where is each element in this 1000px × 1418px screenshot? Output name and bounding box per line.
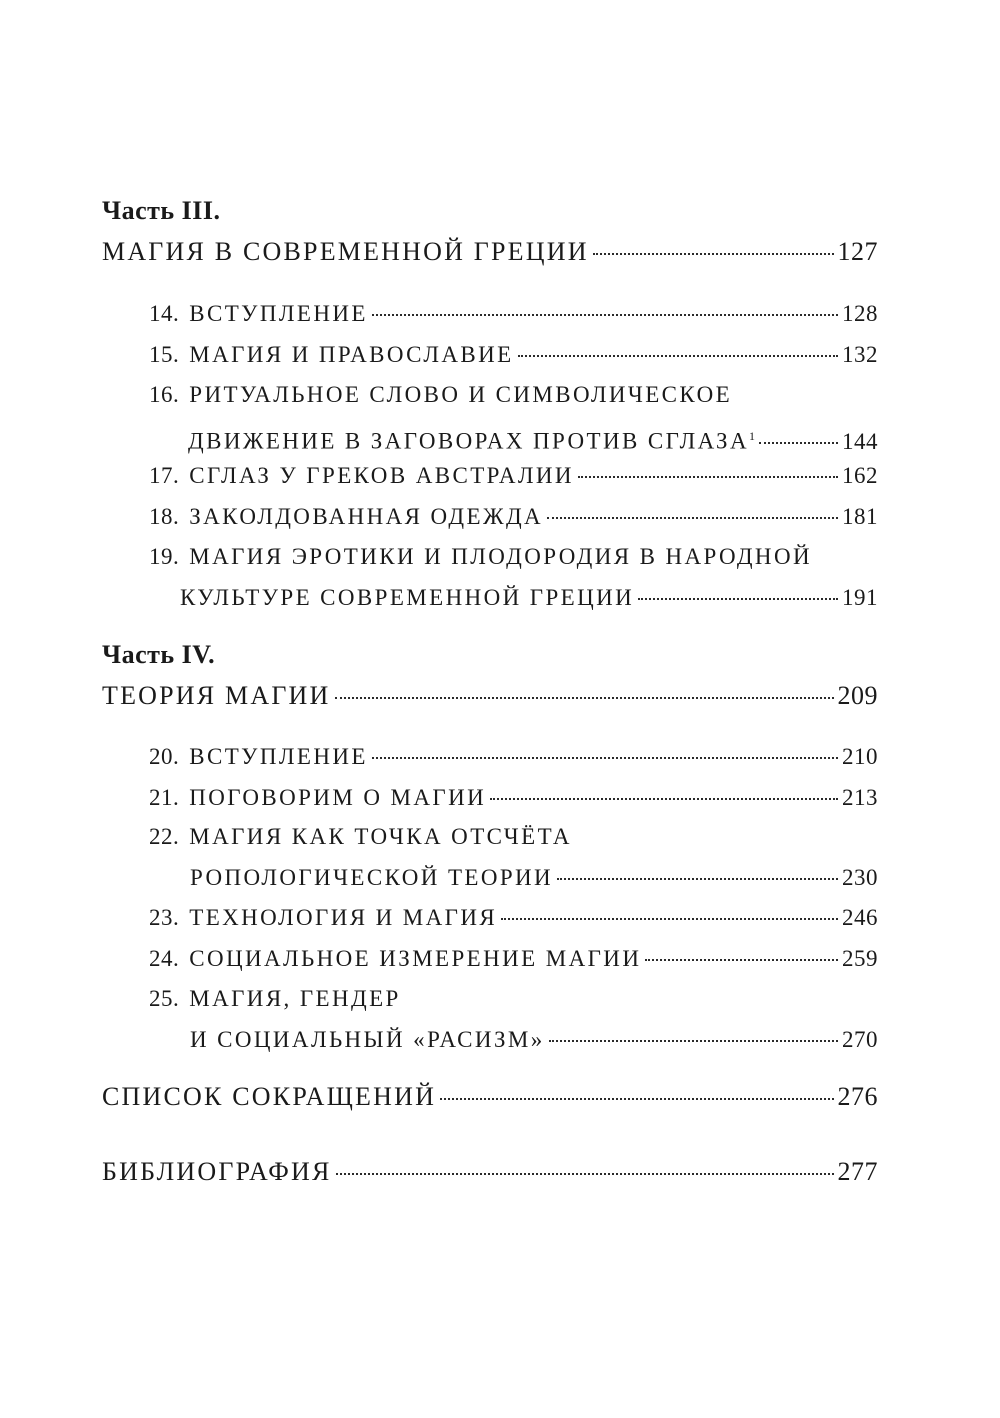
part-3-title: МАГИЯ В СОВРЕМЕННОЙ ГРЕЦИИ xyxy=(102,237,589,266)
dot-leader xyxy=(372,757,838,759)
chapter-title-line-2: ДВИЖЕНИЕ В ЗАГОВОРАХ ПРОТИВ СГЛАЗА$^1$ xyxy=(188,428,755,454)
chapter-number: 20. xyxy=(149,744,180,769)
dot-leader xyxy=(549,1040,838,1042)
chapter-title-line-1: РИТУАЛЬНОЕ СЛОВО И СИМВОЛИЧЕСКОЕ xyxy=(189,382,733,407)
dot-leader xyxy=(440,1098,833,1100)
toc-entry-20[interactable] xyxy=(149,742,878,772)
dot-leader xyxy=(518,355,838,357)
dot-leader xyxy=(501,918,838,920)
chapter-title: ТЕХНОЛОГИЯ И МАГИЯ xyxy=(189,905,498,930)
abbreviations-page: 276 xyxy=(837,1082,878,1111)
part-3-label: Часть III. xyxy=(102,196,221,225)
toc-entry-25-line-1[interactable] xyxy=(149,984,401,1014)
toc-entry-part-4[interactable] xyxy=(102,680,878,712)
dot-leader xyxy=(490,798,838,800)
chapter-number: 19. xyxy=(149,544,180,569)
chapter-page: 210 xyxy=(842,744,878,769)
chapter-title: ПОГОВОРИМ О МАГИИ xyxy=(189,785,487,810)
dot-leader xyxy=(335,697,834,699)
part-3-page: 127 xyxy=(837,237,878,266)
part-4-page: 209 xyxy=(837,681,878,710)
dot-leader xyxy=(336,1173,834,1175)
chapter-page: 230 xyxy=(842,865,878,890)
toc-entry-part-3[interactable] xyxy=(102,236,878,268)
chapter-page: 181 xyxy=(842,504,878,529)
toc-entry-14[interactable] xyxy=(149,299,878,329)
dot-leader xyxy=(645,959,838,961)
table-of-contents xyxy=(102,0,878,1418)
bibliography-page: 277 xyxy=(837,1157,878,1186)
chapter-page: 270 xyxy=(842,1027,878,1052)
chapter-page: 246 xyxy=(842,905,878,930)
chapter-page: 162 xyxy=(842,463,878,488)
chapter-page: 144 xyxy=(842,428,878,454)
dot-leader xyxy=(557,878,838,880)
toc-entry-24[interactable] xyxy=(149,944,878,974)
chapter-title-line-1: МАГИЯ КАК ТОЧКА ОТСЧЁТА xyxy=(189,824,572,849)
chapter-title-line-2: РОПОЛОГИЧЕСКОЙ ТЕОРИИ xyxy=(190,865,554,890)
chapter-number: 25. xyxy=(149,986,180,1011)
toc-entry-23[interactable] xyxy=(149,903,878,933)
toc-entry-22-line-2[interactable] xyxy=(190,863,878,893)
chapter-title: ЗАКОЛДОВАННАЯ ОДЕЖДА xyxy=(189,504,544,529)
toc-entry-16-line-2[interactable] xyxy=(188,421,878,457)
toc-entry-15[interactable] xyxy=(149,340,878,370)
chapter-page: 132 xyxy=(842,342,878,367)
toc-entry-17[interactable] xyxy=(149,461,878,491)
chapter-title-line-1: МАГИЯ ЭРОТИКИ И ПЛОДОРОДИЯ В НАРОДНОЙ xyxy=(189,544,812,569)
toc-entry-21[interactable] xyxy=(149,783,878,813)
toc-entry-18[interactable] xyxy=(149,502,878,532)
toc-entry-bibliography[interactable] xyxy=(102,1156,878,1188)
toc-entry-19-line-2[interactable] xyxy=(180,583,878,613)
toc-entry-22-line-1[interactable] xyxy=(149,822,572,852)
toc-entry-19-line-1[interactable] xyxy=(149,542,812,572)
chapter-number: 22. xyxy=(149,824,180,849)
part-4-label: Часть IV. xyxy=(102,640,216,669)
chapter-page: 259 xyxy=(842,946,878,971)
chapter-title-line-2: И СОЦИАЛЬНЫЙ «РАСИЗМ» xyxy=(190,1027,545,1052)
toc-entry-abbreviations[interactable] xyxy=(102,1081,878,1113)
chapter-number: 23. xyxy=(149,905,180,930)
toc-entry-16-line-1[interactable] xyxy=(149,380,732,410)
chapter-number: 16. xyxy=(149,382,180,407)
chapter-title: ВСТУПЛЕНИЕ xyxy=(189,301,368,326)
chapter-number: 14. xyxy=(149,301,180,326)
chapter-title: МАГИЯ И ПРАВОСЛАВИЕ xyxy=(189,342,514,367)
chapter-number: 17. xyxy=(149,463,180,488)
chapter-number: 24. xyxy=(149,946,180,971)
chapter-title-line-1: МАГИЯ, ГЕНДЕР xyxy=(189,986,401,1011)
toc-entry-25-line-2[interactable] xyxy=(190,1025,878,1055)
chapter-number: 21. xyxy=(149,785,180,810)
dot-leader xyxy=(759,442,838,444)
chapter-title: СГЛАЗ У ГРЕКОВ АВСТРАЛИИ xyxy=(189,463,574,488)
footnote-marker: 1 xyxy=(748,429,755,443)
dot-leader xyxy=(372,314,838,316)
dot-leader xyxy=(578,476,838,478)
chapter-title: СОЦИАЛЬНОЕ ИЗМЕРЕНИЕ МАГИИ xyxy=(189,946,642,971)
chapter-page: 213 xyxy=(842,785,878,810)
bibliography-title: БИБЛИОГРАФИЯ xyxy=(102,1157,332,1186)
part-4-title: ТЕОРИЯ МАГИИ xyxy=(102,681,331,710)
chapter-page: 191 xyxy=(842,585,878,610)
abbreviations-title: СПИСОК СОКРАЩЕНИЙ xyxy=(102,1082,437,1111)
dot-leader xyxy=(547,517,838,519)
chapter-title: ВСТУПЛЕНИЕ xyxy=(189,744,368,769)
chapter-number: 18. xyxy=(149,504,180,529)
chapter-number: 15. xyxy=(149,342,180,367)
dot-leader xyxy=(638,598,838,600)
chapter-page: 128 xyxy=(842,301,878,326)
dot-leader xyxy=(593,253,834,255)
chapter-title-line-2: КУЛЬТУРЕ СОВРЕМЕННОЙ ГРЕЦИИ xyxy=(180,585,635,610)
